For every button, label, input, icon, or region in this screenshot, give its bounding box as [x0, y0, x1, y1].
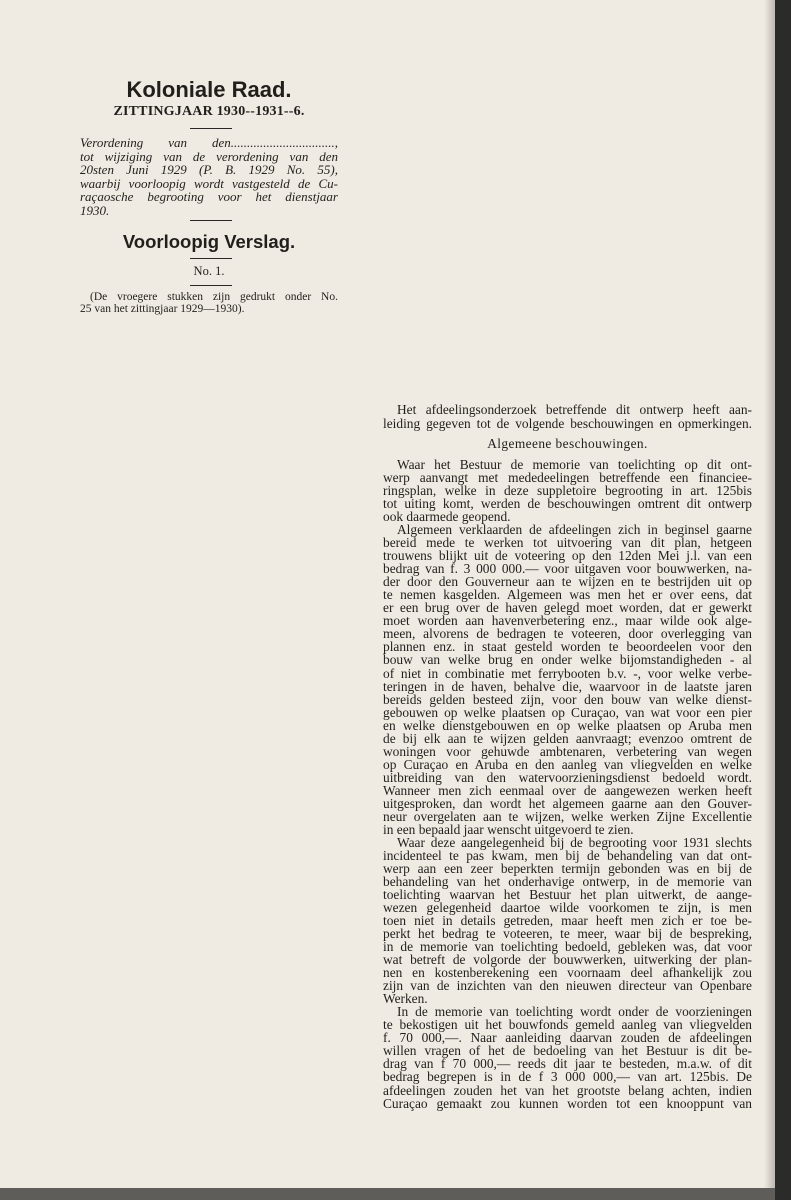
text-line: gebouwen op welke plaatsen op Curaçao, van wat voor een pier: [383, 704, 752, 720]
text-line: bedrag van f. 3 000 000.— voor uitgaven voor bouwwerken, na-: [383, 561, 752, 577]
text-line: Het afdeelingsonderzoek betreffende dit ontwerp heeft aan-: [397, 402, 752, 417]
text-line: werp aan een zeer beperkten termijn gebonden was en bij de: [383, 860, 752, 876]
intro-paragraph: [383, 403, 752, 430]
text-line: ook daarmede geopend.: [383, 509, 511, 525]
report-title: Voorloopig Verslag.: [122, 231, 296, 252]
text-line: In de memorie van toelichting wordt onder de voorzieningen: [397, 1004, 752, 1020]
text-line: uitbreiding van den watervoorzieningsdienst bedoeld wordt.: [383, 769, 752, 785]
text-line: moet worden aan havenverbetering enz., maar wilde ook alge-: [383, 613, 752, 629]
text-line: willen vragen of het de bedoeling van het Bestuur is dit be-: [383, 1043, 752, 1059]
text-line: uitgesproken, dan wordt het algemeen gaarne aan den Gouver-: [383, 795, 752, 811]
divider-rule: [190, 258, 232, 259]
text-line: de bij elk aan te wijzen gelden aanvraagt; evenzoo omtrent de: [383, 730, 752, 746]
page-edge-shadow: [764, 0, 775, 1188]
council-title: Koloniale Raad.: [126, 77, 292, 102]
text-line: drag van f 70 000,— reeds dit jaar te besteden, m.a.w. of dit: [383, 1056, 752, 1072]
text-line: f. 70 000,—. Naar aanleiding daarvan zouden de afdeelingen: [383, 1030, 752, 1046]
text-line: Werken.: [383, 991, 428, 1007]
text-line: nen en kostenberekening een voornaam deel afhankelijk zou: [383, 965, 752, 981]
text-line: Waar het Bestuur de memorie van toelichting op dit ont-: [397, 457, 752, 472]
paragraph: [383, 523, 752, 836]
text-line: incidenteel te pas kwam, men bij de behandeling van dat ont-: [383, 847, 752, 863]
text-line: perkt het bedrag te voteeren, te meer, waar bij de bespreking,: [383, 926, 752, 942]
text-line: trouwens blijkt uit de voteering op den 12den Mei j.l. van een: [383, 548, 752, 564]
text-line: neur overgelaten aan te wijzen, welke werken Zijne Excellentie: [383, 808, 752, 824]
text-line: wezen gelegenheid daartoe wilde voorkomen te zijn, is men: [383, 900, 752, 916]
divider-rule: [190, 128, 232, 129]
text-line: in de memorie van toelichting bedoeld, gebleken was, dat voor: [383, 939, 752, 955]
text-line: ringsplan, welke in deze suppletoire begrooting in art. 125bis: [383, 483, 752, 499]
section-heading: Algemeene beschouwingen.: [487, 436, 648, 451]
paragraph: [383, 458, 752, 523]
text-line: werp aanvangt met mededeelingen betreffende een financiee-: [383, 470, 752, 486]
report-body: [383, 458, 752, 1110]
text-line: woningen voor gehuwde ambtenaren, verbetering van wegen: [383, 743, 752, 759]
text-line: tot wijziging van de verordening van den: [80, 148, 338, 164]
text-line: bedrag begrepen is in de f 3 000 000,— van art. 125bis. De: [383, 1069, 752, 1085]
text-line: te nemen kasgelden. Algemeen was men het er over eens, dat: [383, 587, 752, 603]
divider-rule: [190, 220, 232, 221]
text-line: en welke dienstgebouwen en op welke plaatsen op Aruba men: [383, 717, 752, 733]
paragraph: [383, 836, 752, 1005]
text-line: wat betreft de volgorde der bouwwerken, uitwerking der plan-: [383, 952, 752, 968]
scan-border-right: [775, 0, 791, 1200]
text-line: tot uiting komt, werden de beschouwingen omtrent dit ontwerp: [383, 496, 752, 512]
text-line: 1930.: [80, 202, 110, 218]
text-line: zijn van de inzichten van den nieuwen directeur van Openbare: [383, 978, 752, 994]
text-line: Algemeen verklaarden de afdeelingen zich in beginsel gaarne: [397, 522, 752, 538]
scan-border-bottom: [0, 1188, 775, 1200]
text-line: toen niet in details getreden, maar heeft men zich er toe be-: [383, 913, 752, 929]
text-line: meen, alvorens de bedragen te voteeren, door overlegging van: [383, 626, 752, 642]
text-line: bouw van welke brug en onder welke bijomstandigheden - al: [383, 652, 752, 668]
text-line: of niet in combinatie met ferrybooten b.v. -, voor welke verbe-: [383, 665, 752, 681]
text-line: er een brug over de haven gelegd moet worden, dat er gewerkt: [383, 600, 752, 616]
text-line: Wanneer men zich eenmaal over de aangewezen werken heeft: [383, 782, 752, 798]
text-line: Curaçao gemaakt zou kunnen worden tot een knooppunt van: [383, 1095, 752, 1111]
text-line: Verordening van den................................,: [80, 135, 338, 150]
text-line: in een bepaald jaar wenscht uitgevoerd te zien.: [383, 821, 634, 837]
text-line: (De vroegere stukken zijn gedrukt onder No.: [90, 291, 338, 303]
text-line: toelichting waarvan het Bestuur het plan uitwerkt, de aange-: [383, 887, 752, 903]
session-year: ZITTINGJAAR 1930--1931--6.: [113, 104, 305, 119]
text-line: teringen in de haven, behalve die, waarvoor in de laatste jaren: [383, 678, 752, 694]
text-line: plannen enz. in staat gesteld worden te beoordeelen voor den: [383, 639, 752, 655]
text-line: bereid mede te werken tot uitvoering van dit plan, hetgeen: [383, 535, 752, 551]
divider-rule: [190, 285, 232, 286]
text-line: Waar deze aangelegenheid bij de begrooting voor 1931 slechts: [397, 834, 752, 850]
text-line: behandeling van het onderhavige ontwerp, in de memorie van: [383, 874, 752, 889]
text-line: leiding gegeven tot de volgende beschouwingen en opmerkingen.: [383, 415, 752, 431]
document-number: No. 1.: [193, 264, 225, 278]
text-line: te bekostigen uit het bouwfonds gemeld aanleg van vliegvelden: [383, 1017, 752, 1033]
text-line: afdeelingen zouden het van het grootste belang achten, indien: [383, 1082, 752, 1098]
ordinance-title: [80, 136, 338, 218]
text-line: op Curaçao en Aruba en den aanleg van vliegvelden en welke: [383, 756, 752, 772]
text-line: 20sten Juni 1929 (P. B. 1929 No. 55),: [80, 162, 338, 178]
text-line: bereids gelden besteed zijn, voor den bouw van welke dienst-: [383, 691, 752, 707]
text-line: raçaosche begrooting voor het dienstjaar: [80, 189, 338, 205]
reference-note: [80, 291, 338, 315]
text-line: der door den Gouverneur aan te wijzen en te bestrijden uit op: [383, 574, 752, 590]
paragraph: [383, 1005, 752, 1109]
text-line: 25 van het zittingjaar 1929—1930).: [80, 303, 245, 315]
text-line: waarbij voorloopig wordt vastgesteld de Cu-: [80, 175, 338, 191]
